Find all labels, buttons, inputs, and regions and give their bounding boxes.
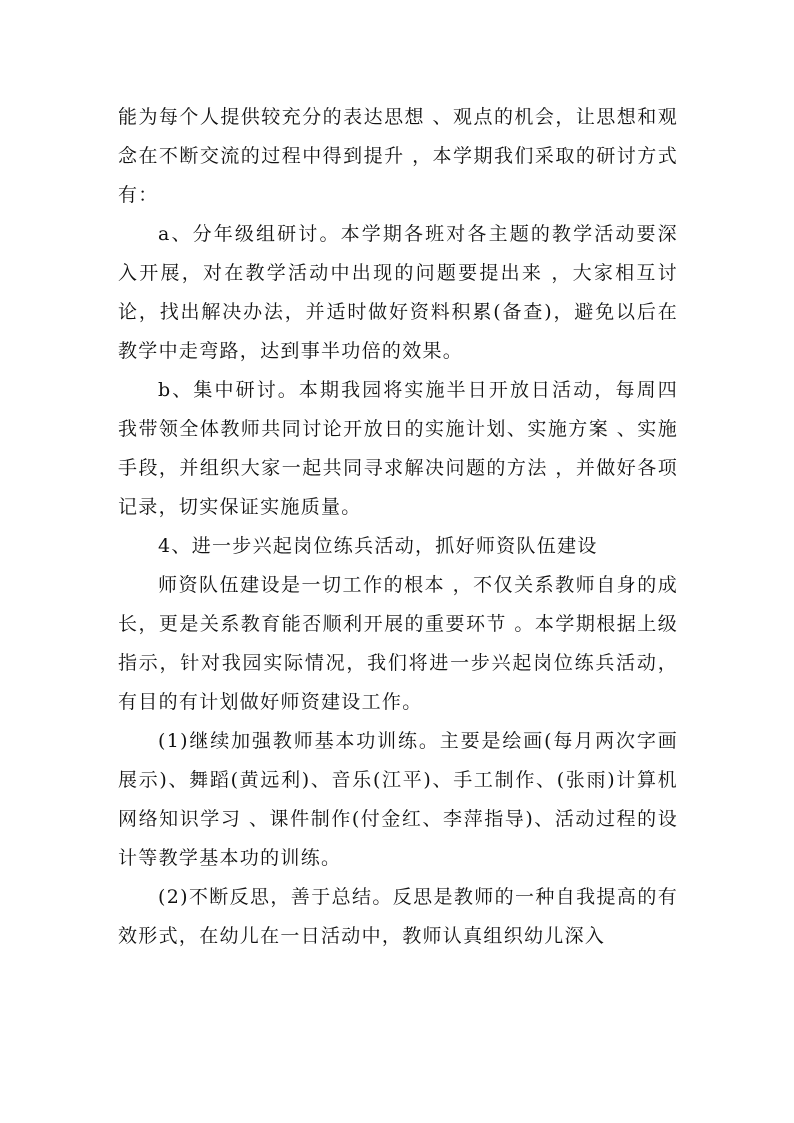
paragraph-central-discussion: b、集中研讨。本期我园将实施半日开放日活动，每周四我带领全体教师共同讨论开放日的实施计划、实施方案 、实施手段，并组织大家一起共同寻求解决问题的方法 ，并做好各项记录，切实保证实施质量。	[118, 379, 678, 518]
section-heading-staff-training: 4、进一步兴起岗位练兵活动，抓好师资队伍建设	[158, 535, 598, 557]
paragraph-staff-building: 师资队伍建设是一切工作的根本 ，不仅关系教师自身的成长，更是关系教育能否顺利开展的重要环节 。本学期根据上级指示，针对我园实际情况，我们将进一步兴起岗位练兵活动，有目的有计划做好师资建设工作。	[118, 574, 678, 713]
paragraph-basic-skills: (1)继续加强教师基本功训练。主要是绘画(每月两次字画展示)、舞蹈(黄远利)、音乐(江平)、手工制作、(张雨)计算机网络知识学习 、课件制作(付金红、李萍指导)、活动过程的设计等教学基本功的训练。	[118, 730, 678, 869]
document-body	[118, 98, 678, 956]
paragraph-reflection: (2)不断反思，善于总结。反思是教师的一种自我提高的有效形式，在幼儿在一日活动中，教师认真组织幼儿深入	[118, 886, 678, 947]
paragraph-grade-discussion: a、分年级组研讨。本学期各班对各主题的教学活动要深入开展，对在教学活动中出现的问题要提出来 ，大家相互讨论，找出解决办法，并适时做好资料积累(备查)，避免以后在教学中走弯路，达到事半功倍的效果。	[118, 223, 678, 362]
paragraph-discussion-intro: 能为每个人提供较充分的表达思想 、观点的机会，让思想和观念在不断交流的过程中得到提升 ，本学期我们采取的研讨方式有：	[118, 106, 678, 206]
